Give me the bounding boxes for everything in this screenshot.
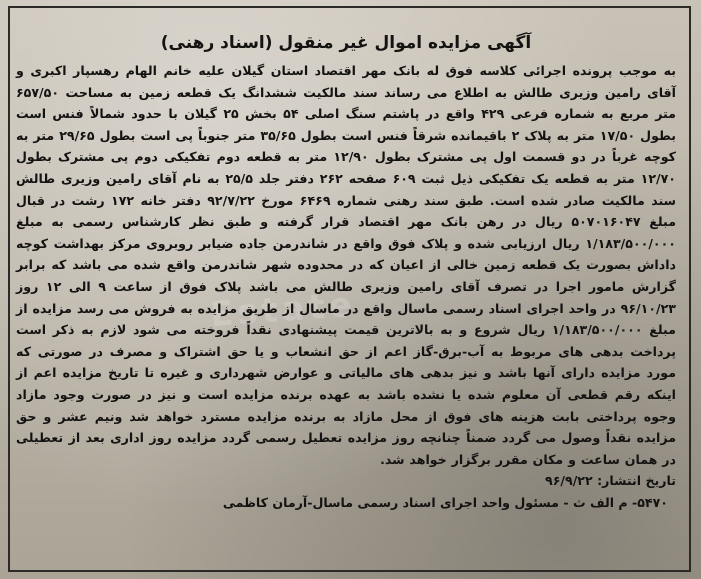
publish-date: تاریخ انتشار: ۹۶/۹/۲۲ — [545, 473, 676, 489]
notice-footer: ۵۴۷۰- م الف ث - مسئول واحد اجرای اسناد رسمی ماسال-آرمان کاظمی — [222, 495, 668, 511]
notice-body: به موجب پرونده اجرائی کلاسه فوق له بانک مهر اقتصاد استان گیلان علیه خانم الهام رهسپار اکبری و آقای رامین وزیری طالش به اطلاع می رساند سند مالکیت ششدانگ یک قطعه زمین به مساحت ۶۵۷/۵۰ متر مربع به شماره فرعی ۴۲۹ واقع در پاشتم سنگ اصلی ۵۴ بخش ۲۵ گیلان با حدود شمالاً فنس است بطول ۱۷/۵۰ متر به پلاک ۲ باقیمانده شرقاً فنس است بطول ۳۵/۶۵ متر جنوباً پی است بطول ۲۹/۶۵ متر به کوچه غرباً در دو قسمت اول پی مشترک بطول ۱۲/۹۰ متر به قطعه دوم تفکیکی دوم پی مشترک بطول ۱۲/۷۰ متر به قطعه یک تفکیکی ذیل ثبت ۶۰۹ صفحه ۲۶۲ دفتر جلد ۲۵/۵ به نام آقای رامین وزیری طالش سند مالکیت صادر شده است. طبق سند رهنی شماره ۶۴۶۹ مورخ ۹۲/۷/۲۲ دفتر خانه ۱۷۲ رشت در قبال مبلغ ۵۰۷۰۱۶۰۴۷ ریال در رهن بانک مهر اقتصاد قرار گرفته و طبق نظر کارشناس رسمی به مبلغ ۱/۱۸۳/۵۰۰/۰۰۰ ریال ارزیابی شده و پلاک فوق واقع در شاندرمن جاده ضیابر روبروی مرکز بهداشت کوچه داداش بصورت یک قطعه زمین خالی از اعیان که در محدوده شهر شاندرمن واقع شده می باشد که برابر گزارش مامور اجرا در تصرف آقای رامین وزیری طالش می باشد پلاک فوق از ساعت ۹ الی ۱۲ روز ۹۶/۱۰/۲۳ در واحد اجرای اسناد رسمی ماسال واقع در ماسال از طریق مزایده به فروش می رسد مزایده از مبلغ ۱/۱۸۳/۵۰۰/۰۰۰ ریال شروع و به بالاترین قیمت پیشنهادی نقداً فروخته می شود لازم به ذکر است پرداخت بدهی های مربوط به آب-برق-گاز اعم از حق انشعاب و یا حق اشتراک و مصرف در صورتی که مورد مزایده دارای آنها باشد و نیز بدهی های مالیاتی و عوارض شهرداری و غیره تا تاریخ مزایده اعم از اینکه رقم قطعی آن معلوم شده یا نشده باشد به عهده برنده مزایده است و نیز در صورت وجود مازاد وجوه پرداختی بابت هزینه های فوق از محل مازاد به برنده مزایده مسترد خواهد شد ونیم عشر و حق مزایده نقداً وصول می گردد ضمناً چنانچه روز مزایده تعطیل رسمی گردد مزایده روز اداری بعد از تعطیلی در همان ساعت و مکان مقرر برگزار خواهد شد. — [16, 63, 677, 467]
notice-title: آگهی مزایده اموال غیر منقول (اسناد رهنی) — [160, 33, 532, 53]
notice-content — [14, 8, 678, 514]
watermark: Estate — [208, 284, 358, 336]
